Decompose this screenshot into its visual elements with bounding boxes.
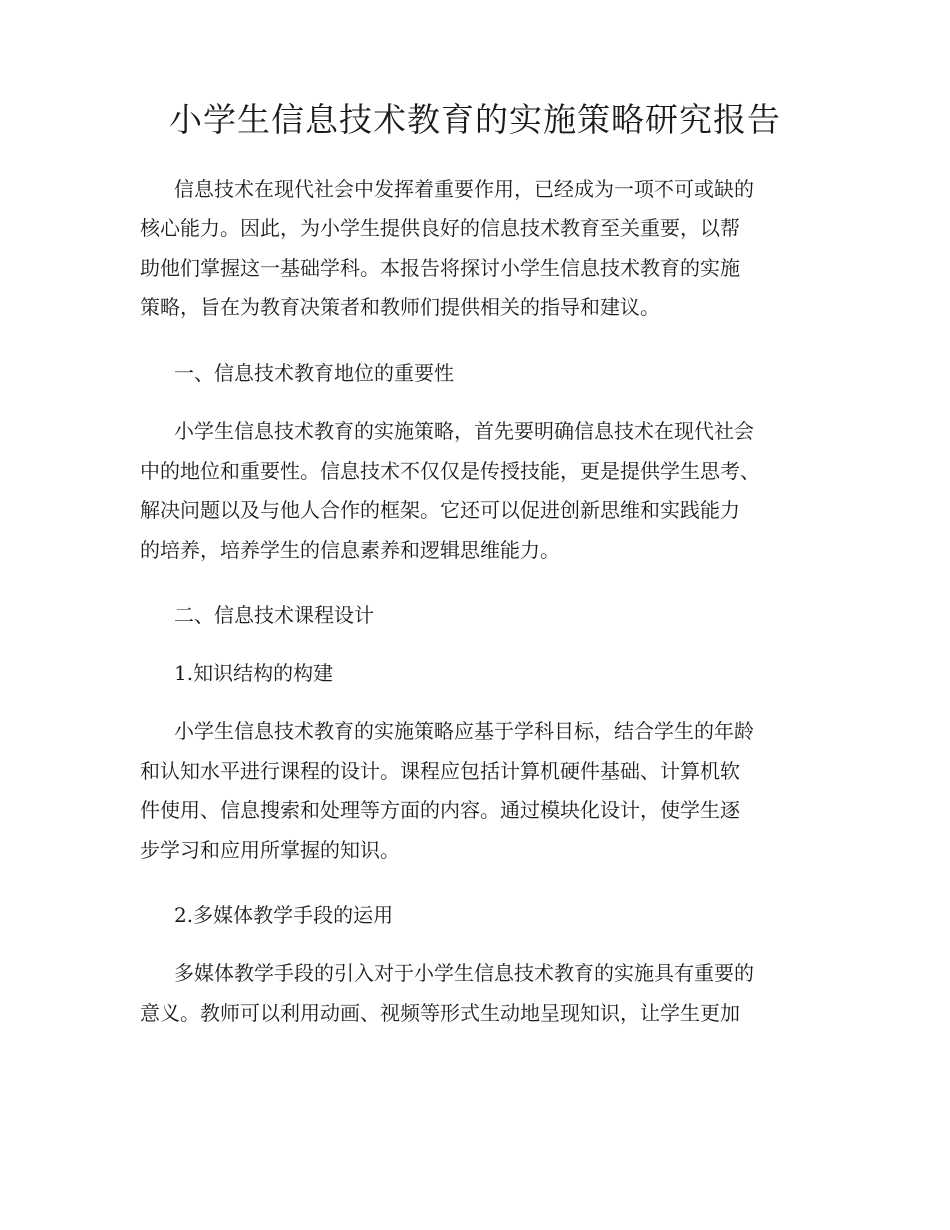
paragraph-3-line-1: 小学生信息技术教育的实施策略应基于学科目标，结合学生的年龄	[174, 719, 754, 743]
section-heading-1: 一、信息技术教育地位的重要性	[174, 361, 454, 385]
subsection-heading-1: 1.知识结构的构建	[174, 661, 334, 685]
paragraph-1-line-1: 信息技术在现代社会中发挥着重要作用，已经成为一项不可或缺的	[174, 177, 754, 201]
paragraph-3-line-2: 和认知水平进行课程的设计。课程应包括计算机硬件基础、计算机软	[140, 759, 740, 783]
paragraph-1-line-4: 策略，旨在为教育决策者和教师们提供相关的指导和建议。	[140, 295, 660, 319]
paragraph-3-line-4: 步学习和应用所掌握的知识。	[140, 838, 400, 862]
paragraph-2-line-4: 的培养，培养学生的信息素养和逻辑思维能力。	[140, 538, 560, 562]
document-title: 小学生信息技术教育的实施策略研究报告	[169, 100, 781, 139]
paragraph-2-line-2: 中的地位和重要性。信息技术不仅仅是传授技能，更是提供学生思考、	[140, 459, 760, 483]
paragraph-3-line-3: 件使用、信息搜索和处理等方面的内容。通过模块化设计，使学生逐	[140, 798, 740, 822]
section-heading-2: 二、信息技术课程设计	[174, 603, 374, 627]
paragraph-1-line-2: 核心能力。因此，为小学生提供良好的信息技术教育至关重要，以帮	[140, 216, 740, 240]
paragraph-2-line-3: 解决问题以及与他人合作的框架。它还可以促进创新思维和实践能力	[140, 498, 740, 522]
paragraph-4-line-1: 多媒体教学手段的引入对于小学生信息技术教育的实施具有重要的	[174, 961, 754, 985]
paragraph-1-line-3: 助他们掌握这一基础学科。本报告将探讨小学生信息技术教育的实施	[140, 256, 740, 280]
paragraph-2-line-1: 小学生信息技术教育的实施策略，首先要明确信息技术在现代社会	[174, 419, 754, 443]
paragraph-4-line-2: 意义。教师可以利用动画、视频等形式生动地呈现知识，让学生更加	[140, 1001, 740, 1025]
subsection-heading-2: 2.多媒体教学手段的运用	[174, 903, 394, 927]
